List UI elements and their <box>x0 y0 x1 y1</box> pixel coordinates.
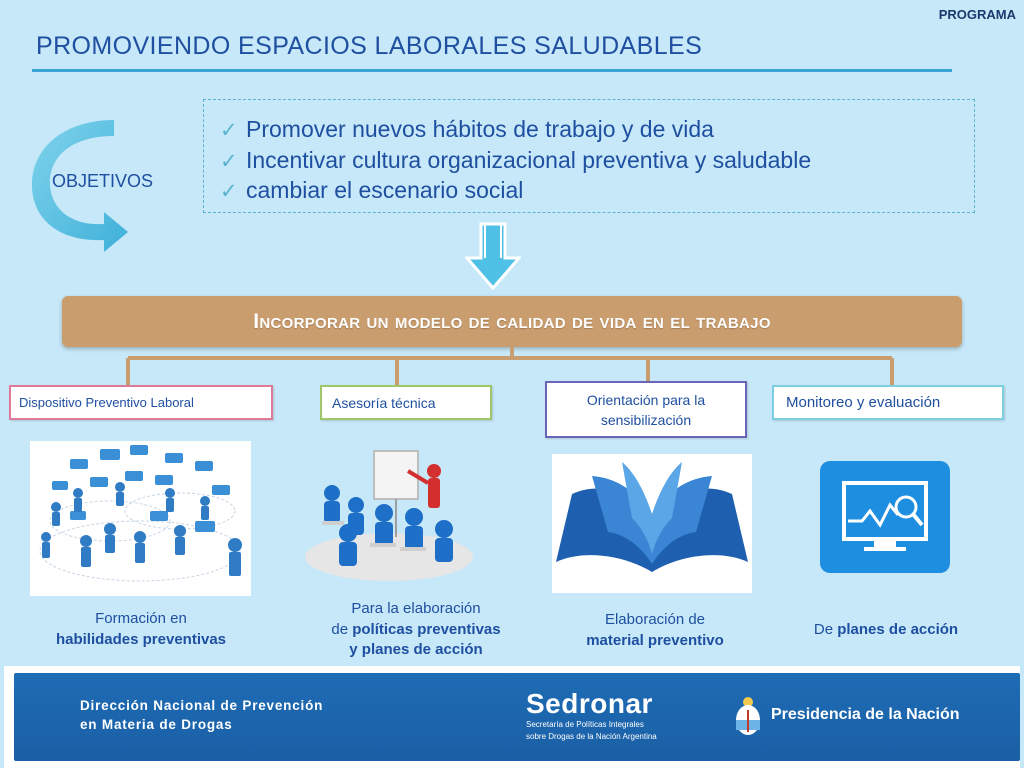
objetivos-label: OBJETIVOS <box>52 171 154 191</box>
sedronar-subtitle: sobre Drogas de la Nación Argentina <box>526 732 657 741</box>
caption-prefix: De <box>813 621 838 638</box>
presentation-icon <box>304 447 474 583</box>
caption-planes <box>770 620 1002 641</box>
caption-bold: planes de acción <box>837 621 959 638</box>
check-icon: ✓ <box>220 180 238 203</box>
main-banner <box>62 296 962 347</box>
caption-line-bold <box>30 630 252 651</box>
caption-line: Formación en <box>95 610 187 627</box>
caption-material <box>560 610 750 651</box>
objective-text: Incentivar cultura organizacional preventiva y saludable <box>246 146 812 173</box>
people-network-icon <box>30 441 251 596</box>
category-monitoreo: Monitoreo y evaluación <box>772 385 1004 420</box>
objective-item <box>220 116 974 147</box>
sedronar-subtitle: Secretaría de Políticas Integrales <box>526 720 644 729</box>
sedronar-name: Sedronar <box>526 688 653 719</box>
caption-bold: y planes de acción <box>349 641 483 658</box>
program-label: PROGRAMA <box>938 7 1016 22</box>
category-dispositivo: Dispositivo Preventivo Laboral <box>9 385 273 420</box>
direccion-line: en Materia de Drogas <box>80 717 233 732</box>
page-title: PROMOVIENDO ESPACIOS LABORALES SALUDABLES <box>36 32 703 60</box>
connector-lines <box>120 346 900 386</box>
caption-prefix: de <box>331 620 353 638</box>
objective-text: Promover nuevos hábitos de trabajo y de vida <box>246 116 714 142</box>
objective-item <box>220 147 974 178</box>
footer <box>4 666 1020 768</box>
caption-bold: habilidades preventivas <box>55 630 227 648</box>
banner-text: Incorporar un modelo de calidad de vida en el trabajo <box>253 309 771 333</box>
monitor-chart-icon <box>818 459 952 575</box>
caption-bold: material preventivo <box>586 631 724 649</box>
check-icon: ✓ <box>220 149 238 173</box>
open-book-icon <box>552 454 752 593</box>
caption-bold: políticas preventivas <box>352 620 501 638</box>
objective-text: cambiar el escenario social <box>246 177 524 203</box>
check-icon: ✓ <box>220 119 238 142</box>
title-underline <box>32 69 952 72</box>
objectives-box <box>203 99 975 213</box>
down-arrow-icon <box>465 222 521 290</box>
caption-line: Para la elaboración <box>351 600 481 617</box>
objective-item <box>220 177 974 208</box>
caption-line-bold <box>560 631 750 652</box>
sedronar-logo <box>526 690 657 742</box>
caption-line-bold <box>300 640 532 661</box>
category-asesoria: Asesoría técnica <box>320 385 492 420</box>
caption-elaboracion <box>300 599 532 661</box>
caption-line-mixed <box>300 620 532 641</box>
category-orientacion: Orientación para la sensibilización <box>545 381 747 438</box>
argentina-coat-of-arms-icon <box>732 696 764 736</box>
direccion-line: Dirección Nacional de Prevención <box>80 698 324 713</box>
footer-direccion <box>80 696 323 734</box>
caption-line: Elaboración de <box>604 611 706 628</box>
caption-formacion <box>30 609 252 650</box>
presidencia-label: Presidencia de la Nación <box>771 706 960 723</box>
